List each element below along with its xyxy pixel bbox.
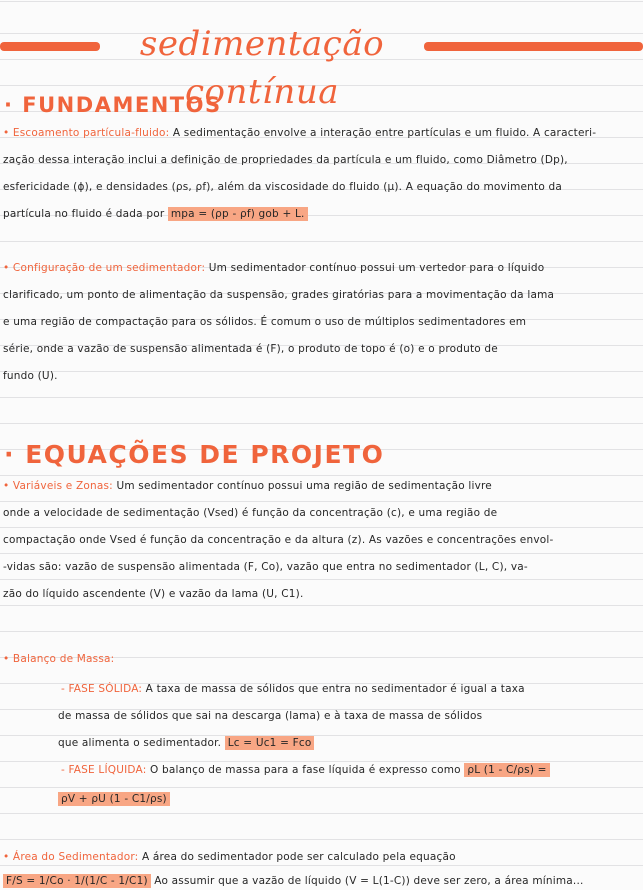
formula-highlight: Lc = Uc1 = Fco	[225, 736, 315, 750]
text-span: O balanço de massa para a fase líquida é expresso como	[146, 764, 465, 776]
paragraph-label: • Balanço de Massa:	[3, 653, 115, 665]
text-line: série, onde a vazão de suspensão alimentada é (F), o produto de topo é (o) e o produto de	[3, 343, 498, 355]
text-line: zão do líquido ascendente (V) e vazão da lama (U, C1).	[3, 588, 304, 600]
text-line: onde a velocidade de sedimentação (Vsed) é função da concentração (c), e uma região de	[3, 507, 498, 519]
text-line	[58, 793, 170, 805]
text-line: clarificado, um ponto de alimentação da suspensão, grades giratórias para a movimentação da lama	[3, 289, 555, 301]
paragraph-label: • Variáveis e Zonas:	[3, 480, 113, 492]
text-line	[61, 764, 550, 776]
text-line: esfericidade (ϕ), e densidades (ρs, ρf), além da viscosidade do fluido (μ). A equação do movimento da	[3, 181, 562, 193]
text-line: -vidas são: vazão de suspensão alimentada (F, Co), vazão que entra no sedimentador (L, C), va-	[3, 561, 528, 573]
paragraph-label: • Escoamento partícula-fluido:	[3, 127, 170, 139]
text-line: compactação onde Vsed é função da concentração e da altura (z). As vazões e concentrações envol-	[3, 534, 554, 546]
text-span: que alimenta o sedimentador.	[58, 737, 225, 749]
section-heading-fundamentos: · FUNDAMENTOS	[4, 93, 222, 117]
text-line	[3, 127, 596, 139]
formula-highlight: mpa = (ρp - ρf) gob + L.	[168, 207, 308, 221]
formula-highlight: ρL (1 - C/ρs) =	[464, 763, 549, 777]
formula-highlight: F/S = 1/Co · 1/(1/C - 1/C1)	[3, 874, 151, 888]
title-decoration-right	[424, 42, 643, 51]
text-line: de massa de sólidos que sai na descarga (lama) e à taxa de massa de sólidos	[58, 710, 483, 722]
text-line	[3, 480, 492, 492]
paragraph-label: • Área do Sedimentador:	[3, 851, 139, 863]
text-line	[3, 875, 584, 887]
text-span: A sedimentação envolve a interação entre partículas e um fluido. A caracteri-	[169, 127, 597, 139]
text-line	[61, 683, 525, 695]
text-line: fundo (U).	[3, 370, 58, 382]
text-span: Um sedimentador contínuo possui uma região de sedimentação livre	[112, 480, 492, 492]
text-line	[3, 851, 456, 863]
page-title: sedimentação contínua	[139, 24, 385, 112]
title-decoration-left	[0, 42, 100, 51]
sub-label-solid: - FASE SÓLIDA:	[61, 683, 143, 695]
text-span: Um sedimentador contínuo possui um vertedor para o líquido	[205, 262, 545, 274]
text-span: A taxa de massa de sólidos que entra no sedimentador é igual a taxa	[142, 683, 525, 695]
text-span: A área do sedimentador pode ser calculado pela equação	[138, 851, 456, 863]
text-line	[3, 208, 308, 220]
text-span: partícula no fluido é dada por	[3, 208, 168, 220]
text-line	[58, 737, 314, 749]
paragraph-label: • Configuração de um sedimentador:	[3, 262, 206, 274]
text-line: zação dessa interação inclui a definição de propriedades da partícula e um fluido, como Diâmetro (Dp),	[3, 154, 568, 166]
section-heading-equacoes: · EQUAÇÕES DE PROJETO	[4, 440, 385, 469]
formula-highlight: ρV + ρU (1 - C1/ρs)	[58, 792, 170, 806]
text-span: Ao assumir que a vazão de líquido (V = L(1-C)) deve ser zero, a área mínima...	[150, 875, 584, 887]
text-line: e uma região de compactação para os sólidos. É comum o uso de múltiplos sedimentadores em	[3, 316, 527, 328]
text-line	[3, 262, 544, 274]
sub-label-liquid: - FASE LÍQUIDA:	[61, 764, 147, 776]
